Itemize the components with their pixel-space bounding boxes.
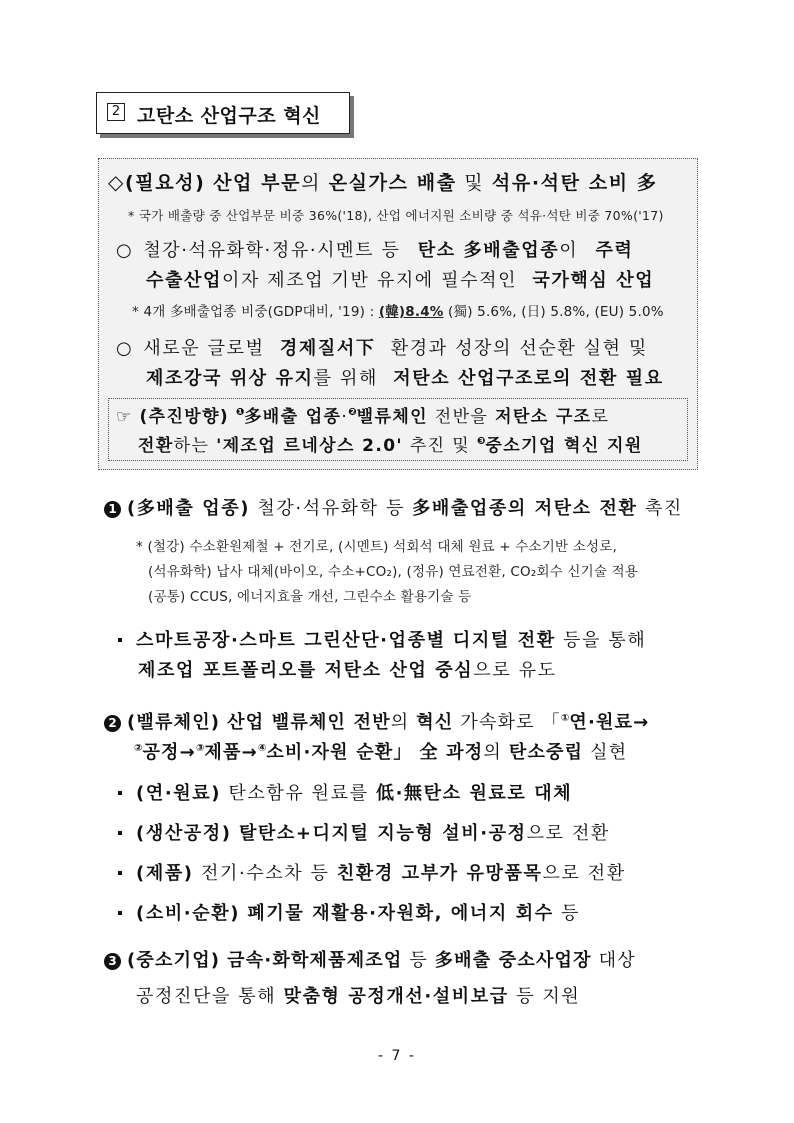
item1-sub-line1: 스마트공장·스마트 그린산단·업종별 디지털 전환 등을 통해 <box>118 626 646 652</box>
item3-heading: 3 (중소기업) 금속·화학제품제조업 등 多배출 중소사업장 대상 <box>104 946 636 972</box>
item2-sub1: (연·원료) 탄소함유 원료를 低·無탄소 원료로 대체 <box>118 779 572 805</box>
item2-sub2: (생산공정) 탈탄소+디지털 지능형 설비·공정으로 전환 <box>118 819 610 845</box>
bullet-icon <box>118 911 122 915</box>
item1-number-badge: 1 <box>104 501 121 518</box>
item2-heading: 2 (밸류체인) 산업 밸류체인 전반의 혁신 가속화로 「①연·원료→ <box>104 708 649 734</box>
section-title: 고탄소 산업구조 혁신 <box>137 105 321 127</box>
section-number: 2 <box>107 103 125 121</box>
point1-note: * 4개 多배출업종 비중(GDP대비, '19) : (韓)8.4% (獨) 5.6%, (日) 5.8%, (EU) 5.0% <box>132 304 664 320</box>
action-line1: ☞ (추진방향) $^❶$多배출 업종·$^❷$밸류체인 전반을 저탄소 구조로 <box>116 407 610 427</box>
point1-line2: 수출산업이자 제조업 기반 유지에 필수적인 국가핵심 산업 <box>146 270 655 291</box>
action-line2: 전환하는 '제조업 르네상스 2.0' 추진 및 $^❸$중소기업 혁신 지원 <box>138 436 643 456</box>
item3-line2: 공정진단을 통해 맞춤형 공정개선·설비보급 등 지원 <box>136 986 581 1007</box>
item2-sub4: (소비·순환) 폐기물 재활용·자원화, 에너지 회수 등 <box>118 899 580 925</box>
item2-number-badge: 2 <box>104 715 121 732</box>
point1-line1: ○ 철강·석유화학·정유·시멘트 등 탄소 多배출업종이 주력 <box>116 240 634 261</box>
pointing-hand-icon: ☞ <box>116 407 133 427</box>
item1-heading: 1 (多배출 업종) 철강·석유화학 등 多배출업종의 저탄소 전환 촉진 <box>104 494 683 520</box>
bullet-icon <box>118 871 122 875</box>
item1-note1: * (철강) 수소환원제철 + 전기로, (시멘트) 석회석 대체 원료 + 수소기반 소성로, <box>136 539 617 555</box>
point2-line2: 제조강국 위상 유지를 위해 저탄소 산업구조로의 전환 필요 <box>146 368 664 389</box>
item2-sub3: (제품) 전기·수소차 등 친환경 고부가 유망품목으로 전환 <box>118 859 626 885</box>
bullet-icon <box>118 638 122 642</box>
need-note: * 국가 배출량 중 산업부문 비중 36%('18), 산업 에너지원 소비량 중 석유·석탄 비중 70%('17) <box>128 208 664 223</box>
item1-sub-line2: 제조업 포트폴리오를 저탄소 산업 중심으로 유도 <box>138 660 557 681</box>
item2-heading-line2: ②공정→③제품→④소비·자원 순환」 全 과정의 탄소중립 실현 <box>134 742 628 763</box>
item1-note3: (공통) CCUS, 에너지효율 개선, 그린수소 활용기술 등 <box>148 589 472 605</box>
item1-note2: (석유화학) 납사 대체(바이오, 수소+CO₂), (정유) 연료전환, CO₂회수 신기술 적용 <box>148 564 639 580</box>
diamond-icon: ◇ <box>108 170 125 194</box>
page-number: - 7 - <box>378 1048 416 1064</box>
need-line: ◇(필요성) 산업 부문의 온실가스 배출 및 석유·석탄 소비 多 <box>108 170 658 194</box>
point2-line1: ○ 새로운 글로벌 경제질서下 환경과 성장의 선순환 실현 및 <box>116 338 648 359</box>
bullet-icon <box>118 831 122 835</box>
section-title-box <box>96 92 350 134</box>
item3-number-badge: 3 <box>104 953 121 970</box>
bullet-icon <box>118 791 122 795</box>
